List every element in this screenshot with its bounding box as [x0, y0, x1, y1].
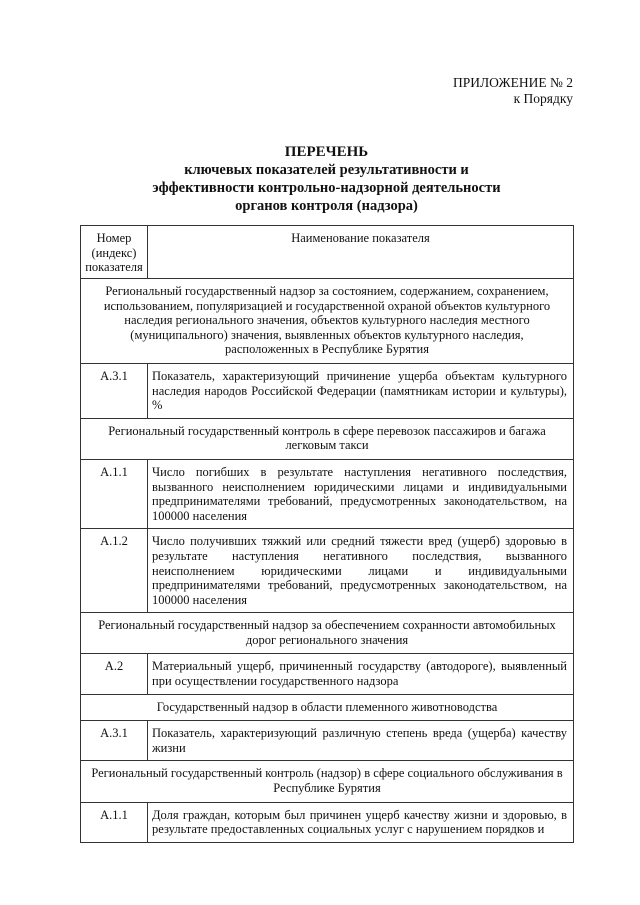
indicator-code: А.1.2 [81, 529, 148, 613]
section-row [81, 694, 574, 721]
section-row [81, 279, 574, 364]
section-title: Государственный надзор в области племенного животноводства [81, 694, 574, 721]
section-row [81, 418, 574, 459]
section-row [81, 761, 574, 802]
document-title: ПЕРЕЧЕНЬ [284, 144, 369, 160]
appendix-number: ПРИЛОЖЕНИЕ № 2 [452, 75, 573, 90]
appendix-label [453, 75, 573, 107]
section-title: Региональный государственный надзор за состоянием, содержанием, сохранением, использованием, популяризацией и государственной охраной объектов культурного наследия регионального значения, объектов культурного наследия местного (муниципального) значения, выявленных объектов культурного наследия, расположенных в Республике Бурятия [81, 279, 574, 364]
section-title: Региональный государственный контроль в сфере перевозок пассажиров и багажа легковым такси [81, 418, 574, 459]
document-subtitle-line-1: ключевых показателей результативности и [184, 162, 469, 178]
indicators-table [80, 225, 574, 843]
indicator-name: Число получивших тяжкий или средний тяжести вред (ущерб) здоровью в результате наступления негативного последствия, вызванного неисполнением юридическими лицами и индивидуальными предпринимателями требований, предусмотренных законодательством, на 100000 населения [148, 529, 574, 613]
column-header-number: Номер (индекс) показателя [81, 226, 148, 279]
table-row [81, 459, 574, 528]
table-row [81, 363, 574, 418]
indicator-name: Показатель, характеризующий различную степень вреда (ущерба) качеству жизни [148, 721, 574, 761]
indicator-name: Материальный ущерб, причиненный государству (автодороге), выявленный при осуществлении государственного надзора [148, 654, 574, 694]
section-title: Региональный государственный контроль (надзор) в сфере социального обслуживания в Республике Бурятия [81, 761, 574, 802]
indicator-name: Показатель, характеризующий причинение ущерба объектам культурного наследия народов Российской Федерации (памятникам истории и культуры), % [148, 363, 574, 418]
indicator-code: А.1.1 [81, 802, 148, 842]
document-heading [80, 143, 573, 215]
column-header-name: Наименование показателя [148, 226, 574, 279]
document-subtitle-line-2: эффективности контрольно-надзорной деятельности [152, 180, 501, 196]
table-row [81, 802, 574, 842]
indicator-code: А.1.1 [81, 459, 148, 528]
indicator-name: Доля граждан, которым был причинен ущерб качеству жизни и здоровью, в результате предоставленных социальных услуг с нарушением порядков и [148, 802, 574, 842]
section-title: Региональный государственный надзор за обеспечением сохранности автомобильных дорог регионального значения [81, 613, 574, 654]
table-header-row [81, 226, 574, 279]
table-row [81, 529, 574, 613]
indicator-code: А.2 [81, 654, 148, 694]
table-row [81, 721, 574, 761]
indicator-code: А.3.1 [81, 721, 148, 761]
table-row [81, 654, 574, 694]
appendix-reference: к Порядку [513, 91, 573, 106]
section-row [81, 613, 574, 654]
indicator-name: Число погибших в результате наступления негативного последствия, вызванного неисполнением юридическими лицами и индивидуальными предпринимателями требований, предусмотренных законодательством, на 100000 населения [148, 459, 574, 528]
indicator-code: А.3.1 [81, 363, 148, 418]
document-subtitle-line-3: органов контроля (надзора) [235, 198, 418, 214]
